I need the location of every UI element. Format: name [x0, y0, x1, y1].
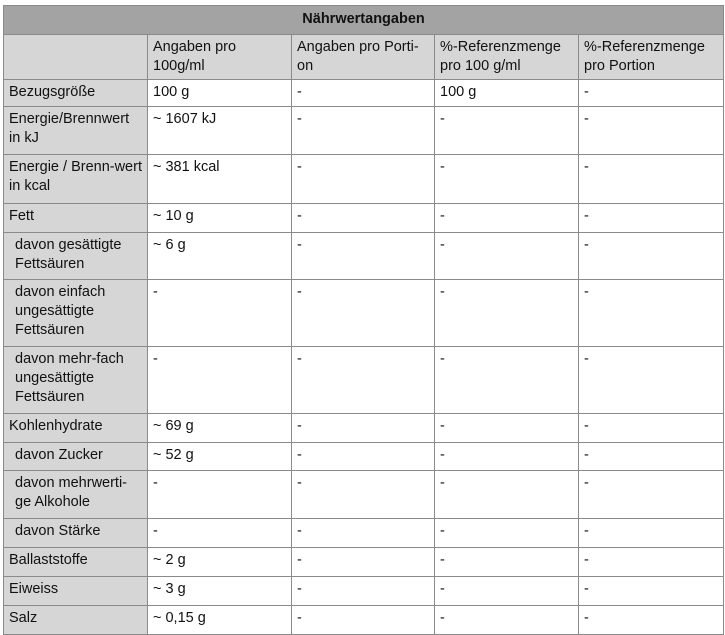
- column-header: Angaben pro Porti-on: [292, 35, 435, 80]
- table-cell: -: [292, 155, 435, 204]
- table-cell: -: [435, 519, 579, 548]
- nutrition-table: [3, 5, 724, 635]
- table-cell: -: [292, 347, 435, 414]
- table-row: [4, 280, 724, 347]
- table-cell: -: [435, 414, 579, 443]
- table-row: [4, 347, 724, 414]
- header-row: [4, 35, 724, 80]
- table-cell: -: [579, 471, 724, 519]
- row-label: davon gesättigte Fettsäuren: [4, 233, 148, 280]
- table-cell: -: [292, 443, 435, 471]
- table-cell: -: [579, 155, 724, 204]
- table-cell: -: [579, 233, 724, 280]
- row-label: Fett: [4, 204, 148, 233]
- table-cell: -: [579, 577, 724, 606]
- table-cell: -: [292, 80, 435, 107]
- table-cell: -: [579, 347, 724, 414]
- row-label: Kohlenhydrate: [4, 414, 148, 443]
- row-label: davon Stärke: [4, 519, 148, 548]
- table-cell: -: [148, 347, 292, 414]
- table-row: [4, 471, 724, 519]
- table-cell: ~ 381 kcal: [148, 155, 292, 204]
- row-label: Salz: [4, 606, 148, 635]
- table-cell: -: [579, 548, 724, 577]
- table-cell: -: [435, 347, 579, 414]
- table-row: [4, 443, 724, 471]
- row-label: davon Zucker: [4, 443, 148, 471]
- table-cell: -: [579, 280, 724, 347]
- table-cell: -: [435, 471, 579, 519]
- column-header: %-Referenzmenge pro 100 g/ml: [435, 35, 579, 80]
- table-cell: -: [292, 548, 435, 577]
- row-label: davon mehrwerti-ge Alkohole: [4, 471, 148, 519]
- row-label: Energie / Brenn-wert in kcal: [4, 155, 148, 204]
- table-row: [4, 107, 724, 155]
- table-cell: -: [435, 280, 579, 347]
- table-cell: -: [579, 414, 724, 443]
- table-cell: -: [435, 577, 579, 606]
- table-cell: ~ 1607 kJ: [148, 107, 292, 155]
- row-label: davon mehr-fach ungesättigte Fettsäuren: [4, 347, 148, 414]
- table-cell: -: [579, 80, 724, 107]
- column-header: [4, 35, 148, 80]
- table-row: [4, 155, 724, 204]
- table-cell: -: [579, 204, 724, 233]
- table-row: [4, 548, 724, 577]
- table-cell: -: [292, 519, 435, 548]
- table-cell: ~ 52 g: [148, 443, 292, 471]
- table-cell: -: [292, 204, 435, 233]
- table-row: [4, 519, 724, 548]
- table-title: Nährwertangaben: [4, 6, 724, 35]
- table-row: [4, 577, 724, 606]
- table-cell: ~ 2 g: [148, 548, 292, 577]
- table-cell: ~ 69 g: [148, 414, 292, 443]
- table-cell: ~ 0,15 g: [148, 606, 292, 635]
- table-cell: -: [435, 107, 579, 155]
- table-cell: -: [435, 204, 579, 233]
- table-cell: ~ 10 g: [148, 204, 292, 233]
- row-label: Ballaststoffe: [4, 548, 148, 577]
- table-cell: -: [579, 107, 724, 155]
- row-label: davon einfach ungesättigte Fettsäuren: [4, 280, 148, 347]
- table-cell: -: [292, 414, 435, 443]
- table-row: [4, 606, 724, 635]
- table-row: [4, 204, 724, 233]
- table-cell: -: [579, 443, 724, 471]
- table-cell: -: [148, 519, 292, 548]
- table-row: [4, 414, 724, 443]
- table-row: [4, 233, 724, 280]
- row-label: Energie/Brennwert in kJ: [4, 107, 148, 155]
- column-header: Angaben pro 100g/ml: [148, 35, 292, 80]
- table-cell: -: [579, 519, 724, 548]
- table-cell: -: [292, 233, 435, 280]
- table-cell: -: [435, 233, 579, 280]
- table-cell: -: [292, 577, 435, 606]
- table-cell: -: [148, 471, 292, 519]
- table-row: [4, 80, 724, 107]
- table-cell: 100 g: [148, 80, 292, 107]
- table-cell: -: [292, 280, 435, 347]
- table-cell: ~ 3 g: [148, 577, 292, 606]
- row-label: Eiweiss: [4, 577, 148, 606]
- table-cell: -: [292, 107, 435, 155]
- table-cell: -: [292, 471, 435, 519]
- table-cell: -: [435, 606, 579, 635]
- table-cell: ~ 6 g: [148, 233, 292, 280]
- table-cell: -: [148, 280, 292, 347]
- table-cell: -: [435, 155, 579, 204]
- table-cell: -: [435, 548, 579, 577]
- table-cell: 100 g: [435, 80, 579, 107]
- row-label: Bezugsgröße: [4, 80, 148, 107]
- table-cell: -: [292, 606, 435, 635]
- column-header: %-Referenzmenge pro Portion: [579, 35, 724, 80]
- table-cell: -: [579, 606, 724, 635]
- table-cell: -: [435, 443, 579, 471]
